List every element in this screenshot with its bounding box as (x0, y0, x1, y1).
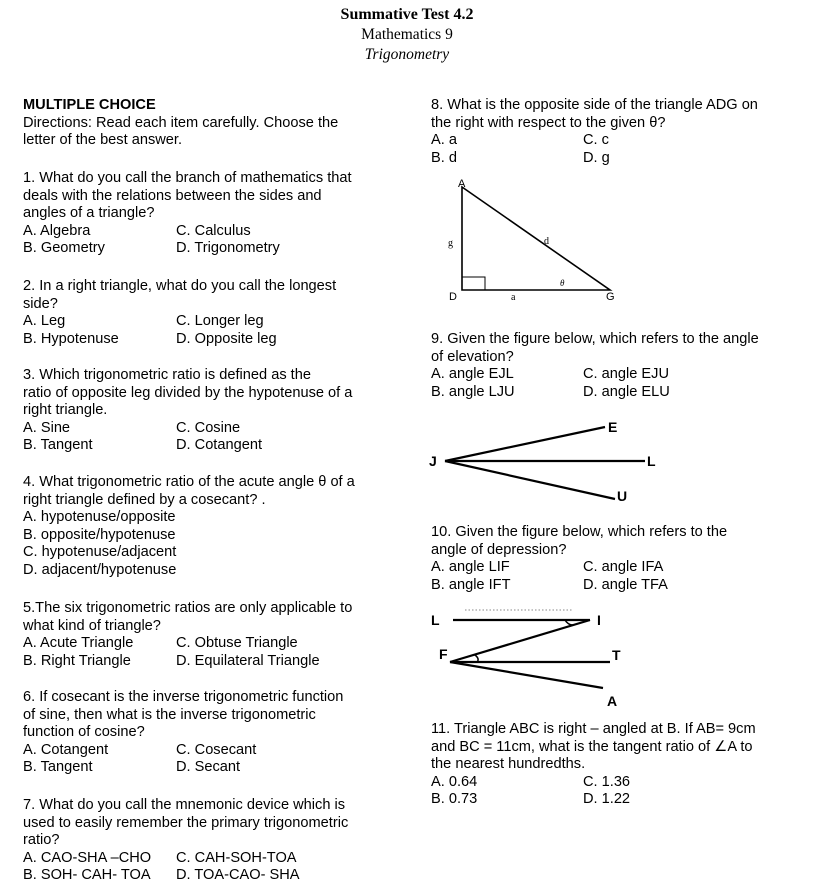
question-text: right triangle defined by a cosecant? . (23, 491, 266, 508)
depression-figure (425, 600, 645, 712)
choice-d: D. Opposite leg (176, 330, 277, 347)
choice-a: A. angle EJL (431, 366, 514, 383)
point-j-label: J (429, 453, 437, 469)
choice-b: B. Hypotenuse (23, 330, 119, 347)
question-text: 8. What is the opposite side of the triangle ADG on (431, 97, 758, 113)
question-text: 11. Triangle ABC is right – angled at B. If AB= 9cm (431, 721, 756, 737)
choice-b: B. 0.73 (431, 791, 478, 808)
choice-d: D. 1.22 (583, 791, 631, 808)
question-text: right triangle. (23, 402, 108, 419)
side-a-label: a (511, 292, 516, 303)
test-header (0, 5, 814, 65)
choice-a: A. Cotangent (23, 741, 109, 758)
choice-d: D. Cotangent (176, 437, 262, 454)
choice-c: C. c (583, 132, 609, 149)
choice-d: D. g (583, 149, 610, 166)
question-text: 6. If cosecant is the inverse trigonometric function (23, 689, 344, 705)
question-text: angle of depression? (431, 541, 567, 558)
line-fa (450, 662, 603, 688)
test-topic: Trigonometry (364, 46, 450, 63)
question-text: 5.The six trigonometric ratios are only applicable to (23, 600, 353, 616)
vertex-a-label: A (458, 178, 466, 190)
section-intro (23, 97, 393, 150)
question-text: used to easily remember the primary trigonometric (23, 814, 349, 831)
question-7 (23, 797, 393, 885)
directions-line-2: letter of the best answer. (23, 132, 182, 149)
question-text: 7. What do you call the mnemonic device which is (23, 797, 346, 813)
question-5 (23, 600, 393, 670)
choice-d: D. Trigonometry (176, 240, 280, 257)
theta-label: θ (560, 278, 565, 288)
question-1 (23, 170, 393, 258)
point-l-label: L (431, 612, 440, 628)
question-text: the nearest hundredths. (431, 756, 586, 773)
point-u-label: U (617, 488, 628, 504)
question-text: deals with the relations between the sides and (23, 187, 322, 204)
question-text: of sine, then what is the inverse trigonometric (23, 706, 316, 723)
point-l-label: L (647, 453, 656, 469)
question-text: angles of a triangle? (23, 205, 155, 222)
choice-b: B. angle LJU (431, 383, 515, 400)
test-subject: Mathematics 9 (361, 26, 453, 43)
section-heading: MULTIPLE CHOICE (23, 97, 156, 113)
choice-c: C. angle EJU (583, 366, 669, 383)
choice-c: C. Cosine (176, 419, 241, 436)
question-8 (431, 97, 801, 167)
question-10 (431, 524, 801, 594)
choice-d: D. TOA-CAO- SHA (176, 867, 300, 884)
choice-c: C. hypotenuse/adjacent (23, 544, 177, 561)
question-text: 4. What trigonometric ratio of the acute angle θ of a (23, 474, 355, 490)
choice-c: C. 1.36 (583, 773, 631, 790)
question-text: side? (23, 295, 58, 312)
question-text: 10. Given the figure below, which refers to the (431, 524, 728, 540)
question-text: function of cosine? (23, 724, 145, 741)
question-text: ratio of opposite leg divided by the hypotenuse of a (23, 384, 353, 401)
point-a-label: A (607, 693, 618, 709)
choice-b: B. Tangent (23, 759, 93, 776)
choice-a: A. Sine (23, 419, 71, 436)
vertex-g-label: G (606, 291, 615, 303)
choice-a: A. angle LIF (431, 559, 510, 576)
question-6 (23, 689, 393, 777)
question-3 (23, 367, 393, 455)
choice-c: C. angle IFA (583, 559, 664, 576)
choice-c: C. Obtuse Triangle (176, 635, 298, 652)
question-text: 9. Given the figure below, which refers to the angle (431, 331, 759, 347)
choice-b: B. Right Triangle (23, 652, 131, 669)
question-text: of elevation? (431, 348, 514, 365)
vertex-d-label: D (449, 291, 457, 303)
choice-c: C. CAH-SOH-TOA (176, 849, 297, 866)
choice-a: A. Acute Triangle (23, 635, 134, 652)
choice-b: B. d (431, 149, 457, 166)
choice-a: A. Leg (23, 313, 66, 330)
ray-ju (445, 461, 615, 499)
question-4 (23, 474, 393, 580)
question-text: and BC = 11cm, what is the tangent ratio of ∠A to (431, 738, 753, 755)
question-text: the right with respect to the given θ? (431, 114, 666, 131)
question-2 (23, 278, 393, 348)
point-e-label: E (608, 419, 618, 435)
line-if (450, 620, 590, 662)
point-f-label: F (439, 646, 448, 662)
choice-c: C. Calculus (176, 222, 251, 239)
choice-a: A. hypotenuse/opposite (23, 509, 176, 526)
choice-d: D. Secant (176, 759, 241, 776)
choice-a: A. CAO-SHA –CHO (23, 849, 152, 866)
question-text: what kind of triangle? (23, 617, 161, 634)
question-text: 1. What do you call the branch of mathematics that (23, 170, 352, 186)
point-t-label: T (612, 647, 621, 663)
triangle-adg-figure (440, 170, 630, 305)
directions-line-1: Directions: Read each item carefully. Choose the (23, 114, 339, 131)
choice-b: B. opposite/hypotenuse (23, 526, 176, 543)
ray-je (445, 427, 605, 461)
test-title: Summative Test 4.2 (340, 6, 474, 23)
choice-c: C. Cosecant (176, 741, 257, 758)
choice-b: B. SOH- CAH- TOA (23, 867, 151, 884)
choice-d: D. adjacent/hypotenuse (23, 561, 177, 578)
choice-a: A. 0.64 (431, 773, 478, 790)
triangle-adg (462, 187, 610, 290)
question-text: 3. Which trigonometric ratio is defined as the (23, 367, 311, 383)
question-text: ratio? (23, 832, 60, 849)
point-i-label: I (597, 612, 601, 628)
choice-d: D. Equilateral Triangle (176, 652, 320, 669)
elevation-figure (425, 412, 665, 507)
choice-d: D. angle ELU (583, 383, 670, 400)
choice-a: A. Algebra (23, 222, 91, 239)
side-g-label: g (448, 238, 453, 249)
choice-c: C. Longer leg (176, 313, 264, 330)
choice-a: A. a (431, 132, 457, 149)
right-angle-marker (462, 277, 485, 290)
question-text: 2. In a right triangle, what do you call the longest (23, 278, 337, 294)
choice-b: B. Tangent (23, 437, 93, 454)
side-d-label: d (544, 236, 549, 247)
choice-b: B. Geometry (23, 240, 105, 257)
choice-d: D. angle TFA (583, 576, 668, 593)
question-11 (431, 721, 801, 809)
choice-b: B. angle IFT (431, 576, 511, 593)
question-9 (431, 331, 801, 401)
